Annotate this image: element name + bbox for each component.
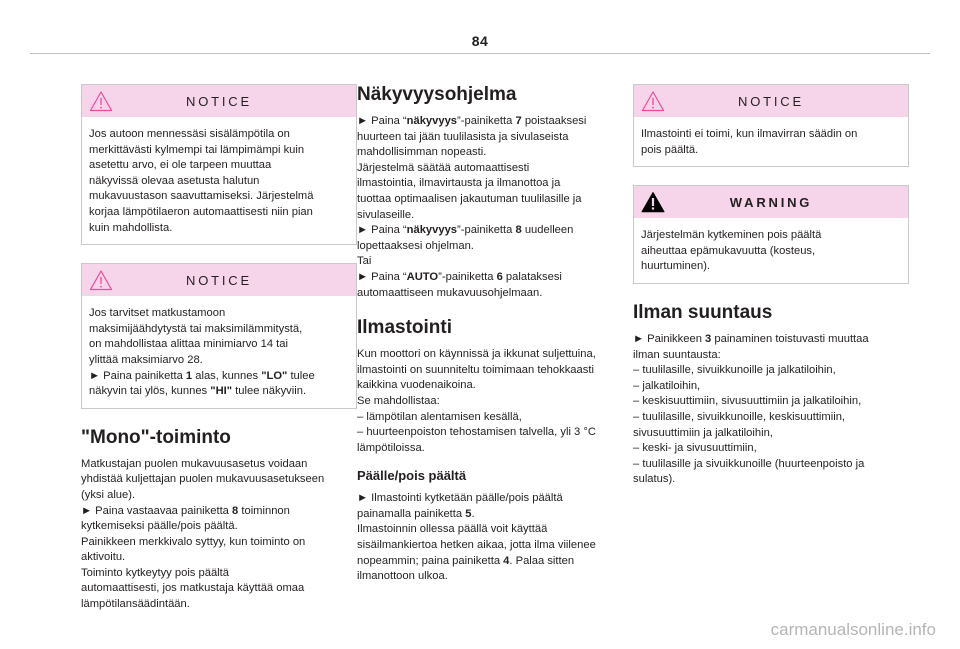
notice-header: [82, 85, 356, 117]
text-line: kaikkina vuodenaikoina.: [357, 379, 476, 392]
text-run: ► Paina “: [357, 224, 407, 237]
text-run: toiminnon: [238, 504, 290, 517]
column-left: [81, 84, 355, 613]
notice-box-lo-hi: [81, 263, 357, 409]
warning-title: WARNING: [729, 194, 813, 210]
text-line: huurteen tai jään tuulilasista ja sivulaseista: [357, 130, 569, 143]
text-line: lämpötilansäädintään.: [81, 598, 190, 611]
text-run: uudelleen: [521, 224, 574, 237]
text-line: mahdollisimman nopeasti.: [357, 146, 487, 159]
text-run: ”-painiketta: [438, 270, 497, 283]
notice-header: [634, 85, 908, 117]
notice-body: [82, 117, 356, 244]
caution-triangle-icon: [89, 269, 113, 291]
text-line: Kun moottori on käynnissä ja ikkunat suljettuina,: [357, 348, 596, 361]
instruction-line: [89, 384, 349, 400]
text-run: ► Paina “: [357, 270, 407, 283]
lo-label: "LO": [261, 369, 288, 382]
button-number: 8: [232, 504, 239, 517]
instruction-line: ► Ilmastointi kytketään päälle/pois päältä: [357, 492, 563, 505]
text-run: . Palaa sitten: [509, 554, 575, 567]
text-line: näkyvissä olevaa asetusta halutun: [89, 174, 260, 187]
text-line: Järjestelmän kytkeminen pois päältä: [641, 229, 822, 242]
column-right: [633, 84, 907, 488]
watermark-text[interactable]: carmanualsonline.info: [770, 620, 936, 639]
text-line: Tai: [357, 255, 372, 268]
notice-body: [82, 296, 356, 408]
section-heading-mono: "Mono"-toiminto: [81, 426, 231, 448]
caution-triangle-icon: [89, 90, 113, 112]
button-name: näkyvyys: [406, 224, 458, 237]
text-line: aktivoitu.: [81, 551, 126, 564]
subheading-on-off: Päälle/pois päältä: [357, 468, 467, 484]
text-line: Jos tarvitset matkustamoon: [89, 307, 226, 320]
notice-body: [634, 117, 908, 166]
visibility-paragraph: [357, 114, 631, 301]
text-run: ”-painiketta: [457, 115, 516, 127]
page-number: 84: [471, 33, 489, 49]
air-conditioning-paragraph: [357, 347, 631, 456]
button-name: AUTO: [406, 270, 439, 283]
warning-triangle-icon: [641, 191, 665, 213]
caution-triangle-icon: [641, 90, 665, 112]
text-line: ylittää maksimiarvo 28.: [89, 353, 203, 366]
text-line: mukavuustason saavuttamiseksi. Järjestelmä: [89, 190, 314, 203]
button-number: 1: [185, 369, 193, 382]
text-line: lämpötiloissa.: [357, 441, 425, 454]
text-line: aiheuttaa epämukavuutta (kosteus,: [641, 244, 816, 257]
text-line: kytkemiseksi päälle/pois päältä.: [81, 520, 238, 533]
text-line: [357, 507, 631, 523]
button-number: 4: [503, 554, 510, 567]
text-run: palataksesi: [502, 270, 562, 283]
text-line: ilmastointi on suunniteltu toimimaan tehokkaasti: [357, 363, 594, 376]
instruction-line: [357, 223, 631, 239]
notice-title: NOTICE: [186, 272, 252, 288]
text-line: Järjestelmä säätää automaattisesti: [357, 161, 530, 174]
text-line: ilmastointia, ilmavirtausta ja ilmanottoa ja: [357, 177, 561, 190]
text-run: ”-painiketta: [457, 224, 516, 237]
section-heading-air-conditioning: Ilmastointi: [357, 317, 453, 339]
list-item: – keski- ja sivusuuttimiin,: [633, 442, 757, 455]
warning-header: [634, 186, 908, 218]
text-line: Ilmastoinnin ollessa päällä voit käyttää: [357, 523, 548, 536]
instruction-line: [89, 369, 349, 385]
text-run: ► Paina “: [357, 115, 407, 127]
text-line: Toiminto kytkeytyy pois päältä: [81, 566, 229, 579]
warning-box: [633, 185, 909, 284]
button-number: 6: [496, 270, 503, 283]
button-number: 7: [515, 115, 522, 127]
text-run: tulee näkyviin.: [232, 385, 307, 398]
notice-header: [82, 264, 356, 296]
air-distribution-paragraph: [633, 332, 907, 488]
text-line: huurtuminen).: [641, 260, 711, 273]
text-line: automaattiseen mukavuusohjelmaan.: [357, 286, 543, 299]
list-item: – tuulilasille, sivuikkunoille ja jalkatiloihin,: [633, 364, 836, 377]
text-line: Jos autoon mennessäsi sisälämpötila on: [89, 128, 290, 140]
button-number: 5: [465, 507, 472, 520]
text-line: ilmanottoon ulkoa.: [357, 570, 448, 583]
section-heading-air-distribution: Ilman suuntaus: [633, 301, 773, 323]
text-run: poistaaksesi: [521, 115, 587, 127]
text-line: lopettaaksesi ohjelman.: [357, 239, 474, 252]
text-line: automaattisesti, jos matkustaja käyttää omaa: [81, 582, 305, 595]
text-line: Ilmastointi ei toimi, kun ilmavirran säädin on: [641, 128, 858, 140]
button-number: 8: [515, 224, 522, 237]
button-name: näkyvyys: [406, 115, 458, 127]
text-line: korjaa lämpötilaeron automaattisesti niin pian: [89, 205, 313, 218]
text-run: näkyvin tai ylös, kunnes: [89, 385, 211, 398]
notice-box-temperature: [81, 84, 357, 245]
text-line: Matkustajan puolen mukavuusasetus voidaan: [81, 457, 308, 470]
list-item: – tuulilasille, sivuikkunoille, keskisuuttimiin,: [633, 410, 846, 423]
text-line: tuottaa optimaalisen jakautuman tuulilasille ja: [357, 192, 582, 205]
list-item: – keskisuuttimiin, sivusuuttimiin ja jalkatiloihin,: [633, 395, 862, 408]
text-run: alas, kunnes: [192, 369, 262, 382]
text-run: tulee: [287, 369, 315, 382]
text-line: pois päältä.: [641, 143, 699, 156]
text-line: merkittävästi kylmempi tai lämpimämpi kuin: [89, 143, 305, 156]
instruction-line: [633, 332, 907, 348]
text-line: on mahdollistaa alittaa minimiarvo 14 tai: [89, 338, 288, 351]
text-line: Painikkeen merkkivalo syttyy, kun toiminto on: [81, 535, 306, 548]
hi-label: "HI": [210, 385, 233, 398]
button-number: 3: [705, 332, 712, 345]
text-line: sulatus).: [633, 473, 676, 486]
text-run: .: [471, 507, 475, 520]
text-line: kuin mahdollista.: [89, 221, 173, 234]
instruction-line: [357, 114, 631, 130]
text-line: sisäilmankiertoa hetken aikaa, jotta ilma viilenee: [357, 539, 596, 552]
list-item: – tuulilasille ja sivuikkunoille (huurteenpoisto ja: [633, 457, 865, 470]
list-item: – huurteenpoiston tehostamisen talvella, yli 3 °C: [357, 426, 596, 439]
text-run: painamalla painiketta: [357, 507, 466, 520]
notice-title: NOTICE: [738, 93, 804, 109]
text-line: yhdistää kuljettajan puolen mukavuusasetukseen: [81, 473, 325, 486]
text-line: Se mahdollistaa:: [357, 394, 440, 407]
text-run: painaminen toistuvasti muuttaa: [711, 332, 869, 345]
text-run: ► Paina vastaavaa painiketta: [81, 504, 233, 517]
section-heading-visibility: Näkyvyysohjelma: [357, 84, 517, 105]
text-line: [357, 554, 631, 570]
list-item: – jalkatiloihin,: [633, 379, 701, 392]
warning-body: [634, 218, 908, 283]
notice-title: NOTICE: [186, 93, 252, 109]
mono-paragraph: [81, 457, 355, 613]
header-divider: [30, 53, 930, 54]
on-off-paragraph: [357, 491, 631, 585]
column-middle: [357, 84, 631, 585]
text-line: sivulaseille.: [357, 208, 415, 221]
instruction-line: [357, 270, 631, 286]
text-run: nopeammin; paina painiketta: [357, 554, 504, 567]
instruction-line: [81, 504, 355, 520]
text-run: ► Paina painiketta: [89, 369, 186, 382]
text-line: sivusuuttimiin ja jalkatiloihin,: [633, 426, 773, 439]
text-line: ilman suuntausta:: [633, 348, 721, 361]
text-line: (yksi alue).: [81, 488, 136, 501]
notice-box-airflow: [633, 84, 909, 167]
text-run: ► Painikkeen: [633, 332, 706, 345]
list-item: – lämpötilan alentamisen kesällä,: [357, 410, 522, 423]
text-line: maksimijäähdytystä tai maksimilämmitystä,: [89, 322, 303, 335]
text-line: asetettu arvo, ei ole tarpeen muuttaa: [89, 159, 272, 172]
